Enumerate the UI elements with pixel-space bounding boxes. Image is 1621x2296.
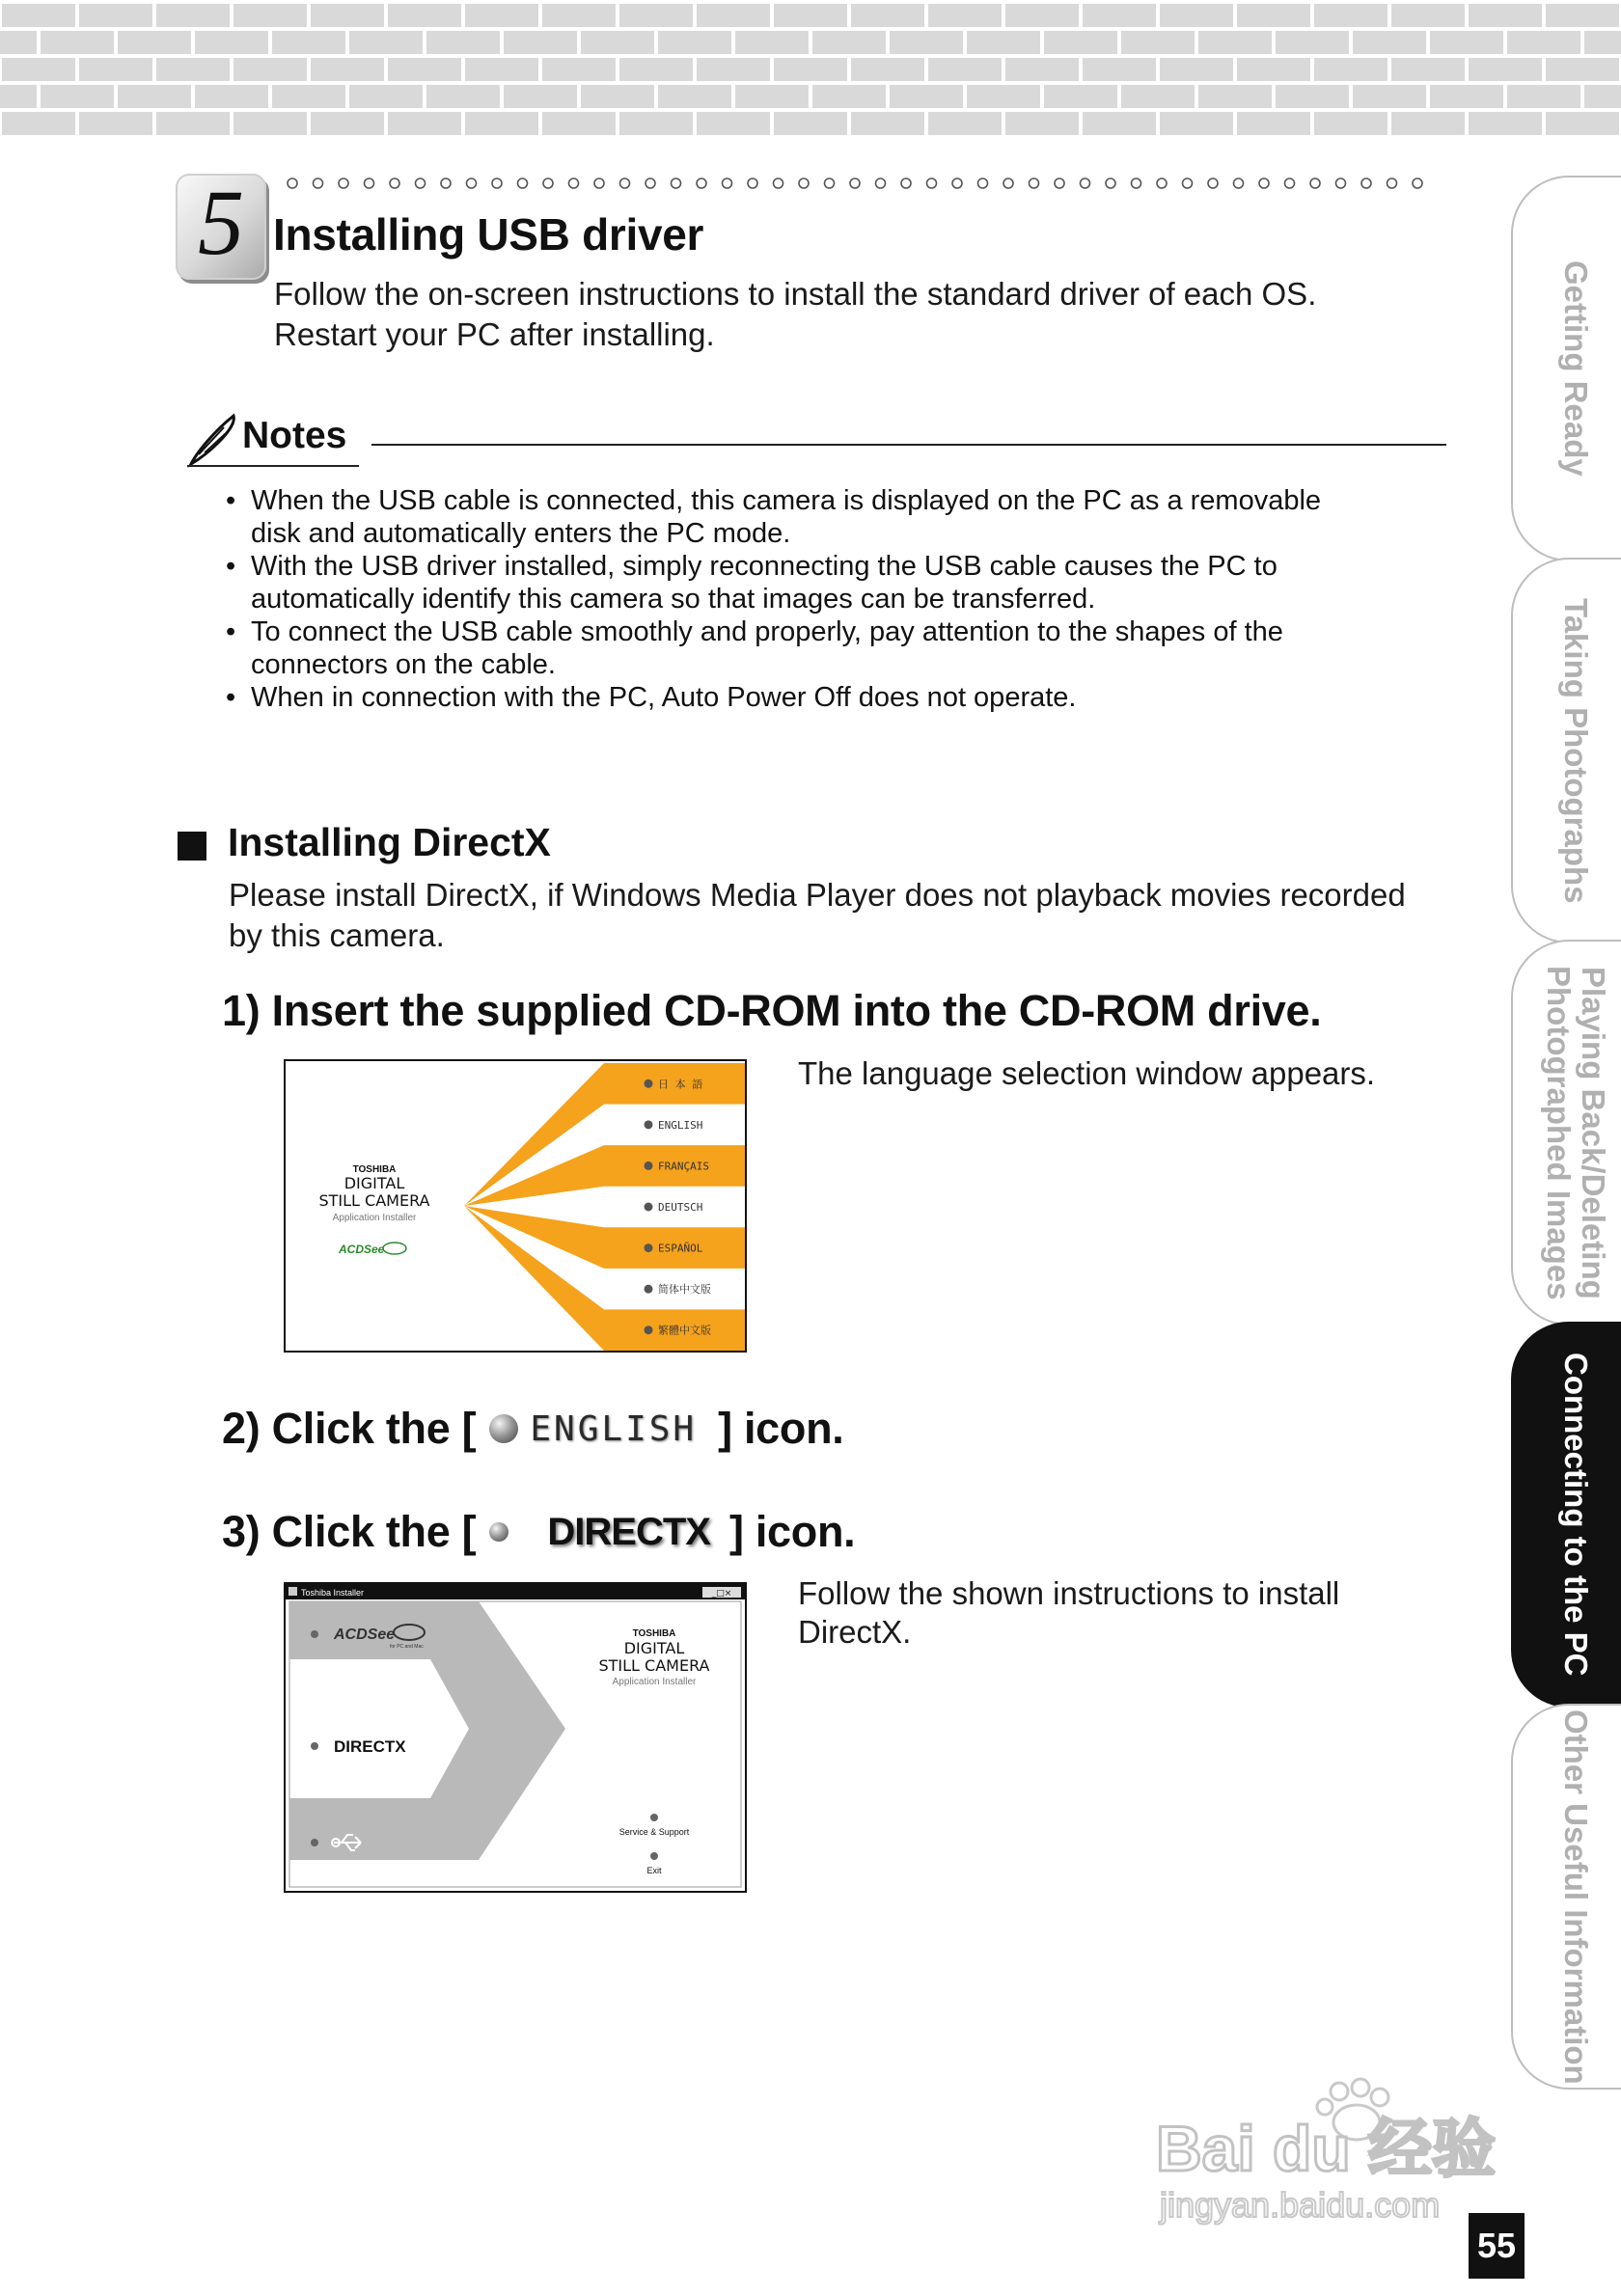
tab-connecting-to-pc[interactable]: Connecting to the PC [1511, 1322, 1621, 1708]
watermark-main: Bai du 经验 [1156, 2113, 1497, 2184]
language-selection-window [284, 1059, 747, 1353]
language-orb[interactable] [645, 1285, 653, 1294]
note-item: • To connect the USB cable smoothly and properly, pay attention to the shapes of the connectors on the cable. [226, 615, 1451, 681]
language-option[interactable]: ENGLISH [658, 1118, 703, 1132]
tab-other-useful-information[interactable]: Other Useful Information [1511, 1704, 1621, 2090]
step-number: 5 [198, 171, 244, 274]
orb-icon [489, 1522, 508, 1542]
exit-orb[interactable] [650, 1852, 658, 1860]
orb-icon [489, 1414, 518, 1443]
language-option[interactable]: 繁體中文版 [658, 1324, 711, 1337]
tab-taking-photographs[interactable]: Taking Photographs [1511, 558, 1621, 943]
section-title-usb-driver: Installing USB driver [273, 209, 704, 260]
usb-orb[interactable] [311, 1839, 318, 1846]
language-window-graphic [286, 1061, 745, 1351]
installer-window [284, 1582, 747, 1893]
english-button-icon[interactable]: ENGLISH [489, 1409, 706, 1449]
step-1-note: The language selection window appears. [798, 1055, 1376, 1091]
notes-heading: Notes [242, 415, 347, 456]
installer-acdsee[interactable]: ACDSee [334, 1626, 396, 1643]
lang-brand: TOSHIBA [352, 1164, 397, 1175]
note-item: • When the USB cable is connected, this camera is displayed on the PC as a removable disk and automatically enters the PC mode. [226, 484, 1451, 550]
lang-product-2: STILL CAMERA [318, 1191, 430, 1210]
installer-product-2: STILL CAMERA [598, 1656, 710, 1675]
tab-getting-ready[interactable]: Getting Ready [1511, 176, 1621, 561]
acdsee-eye-icon [383, 1243, 406, 1254]
watermark-sub: jingyan.baidu.com [1160, 2185, 1441, 2225]
installer-directx[interactable]: DIRECTX [334, 1737, 406, 1756]
directx-paragraph: Please install DirectX, if Windows Media Player does not playback movies recorded by this camera. [229, 877, 1406, 953]
exit-link[interactable]: Exit [646, 1866, 662, 1875]
language-orb[interactable] [645, 1203, 653, 1212]
installer-title: Toshiba Installer [301, 1588, 365, 1598]
notes-list [226, 484, 1451, 714]
window-controls-glyph: _□× [711, 1589, 732, 1599]
directx-orb[interactable] [311, 1742, 318, 1750]
step-1-heading: 1) Insert the supplied CD-ROM into the CD-ROM drive. [222, 986, 1322, 1035]
step-3-heading: 3) Click the [ DIRECTX ] icon. [222, 1507, 856, 1556]
installer-product-3: Application Installer [612, 1677, 697, 1687]
installer-window-graphic [286, 1584, 745, 1891]
language-orb[interactable] [645, 1326, 653, 1334]
section-title-directx: Installing DirectX [228, 820, 551, 864]
page-number: 55 [1469, 2213, 1525, 2279]
usb-line-2: Restart your PC after installing. [274, 316, 715, 352]
language-option[interactable]: 日 本 語 [658, 1078, 703, 1091]
square-bullet [178, 832, 206, 861]
lang-product-3: Application Installer [332, 1213, 417, 1223]
note-item: • When in connection with the PC, Auto Power Off does not operate. [226, 681, 1451, 714]
service-support-link[interactable]: Service & Support [618, 1827, 690, 1837]
step-2-heading: 2) Click the [ ENGLISH ] icon. [222, 1404, 844, 1453]
usb-driver-paragraph [274, 274, 1451, 355]
usb-line-1: Follow the on-screen instructions to install the standard driver of each OS. [274, 276, 1317, 312]
language-option[interactable]: DEUTSCH [658, 1201, 703, 1214]
language-option[interactable]: ESPAÑOL [658, 1242, 703, 1255]
app-icon [288, 1587, 297, 1596]
service-orb[interactable] [650, 1814, 658, 1821]
language-option[interactable]: 简体中文版 [658, 1283, 711, 1297]
installer-brand: TOSHIBA [632, 1628, 676, 1639]
acdsee-orb[interactable] [311, 1630, 318, 1638]
tab-playing-back[interactable]: Playing Back/Deleting Photographed Images [1511, 940, 1621, 1326]
lang-product-1: DIGITAL [343, 1174, 405, 1192]
language-orb[interactable] [645, 1080, 653, 1088]
language-orb[interactable] [645, 1244, 653, 1252]
acdsee-sub: for PC and Mac [390, 1644, 424, 1650]
brick-header-pattern [0, 0, 1621, 140]
acdsee-logo: ACDSee [339, 1243, 385, 1256]
notes-underline [187, 465, 359, 467]
installer-product-1: DIGITAL [623, 1639, 685, 1657]
step-3-note: Follow the shown instructions to install DirectX. [798, 1575, 1340, 1650]
language-option[interactable]: FRANÇAIS [658, 1160, 709, 1173]
dotted-rule [286, 177, 1434, 190]
pen-icon [185, 410, 243, 468]
language-orb[interactable] [645, 1162, 653, 1170]
notes-rule [371, 444, 1446, 446]
language-orb[interactable] [645, 1120, 653, 1129]
baidu-watermark [1146, 2074, 1532, 2228]
note-item: • With the USB driver installed, simply reconnecting the USB cable causes the PC to automatically identify this camera so that images can be transferred. [226, 550, 1451, 615]
directx-button-icon[interactable]: DIRECTX [489, 1511, 718, 1554]
